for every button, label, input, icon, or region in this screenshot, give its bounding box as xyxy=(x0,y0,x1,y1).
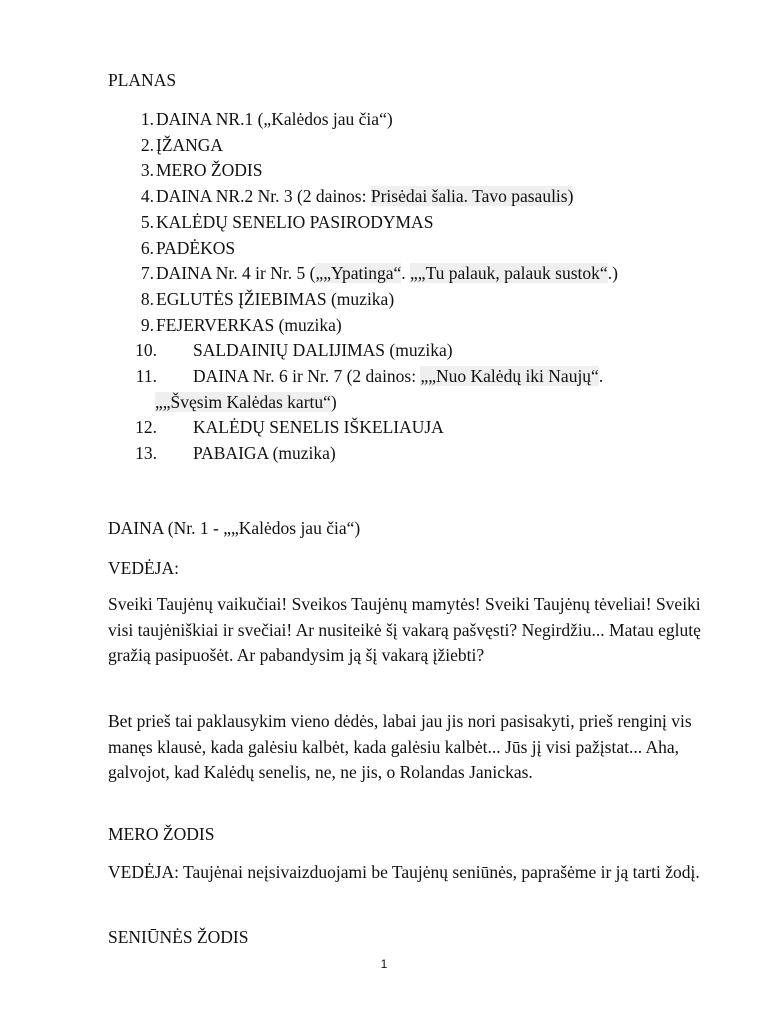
list-text xyxy=(156,184,573,210)
list-number: 7. xyxy=(140,263,154,284)
list-item xyxy=(108,261,728,287)
list-number: 5. xyxy=(140,211,154,232)
list-text-part: .) xyxy=(607,263,618,284)
section-heading: MERO ŽODIS xyxy=(108,824,215,844)
list-text: SALDAINIŲ DALIJIMAS (muzika) xyxy=(193,340,453,361)
list-text: EGLUTĖS ĮŽIEBIMAS (muzika) xyxy=(156,288,395,309)
list-item xyxy=(108,313,728,339)
list-text: ĮŽANGA xyxy=(156,134,224,155)
highlighted-song-titles: Prisėdai šalia. Tavo pasaulis) xyxy=(370,186,574,207)
list-number: 2. xyxy=(140,134,154,155)
list-text: FEJERVERKAS (muzika) xyxy=(156,314,342,335)
highlighted-song-title: „„Nuo Kalėdų iki Naujų“ xyxy=(420,366,599,387)
list-item xyxy=(108,210,728,236)
list-text-part: . xyxy=(598,366,604,387)
list-item xyxy=(108,236,728,262)
list-text: KALĖDŲ SENELIS IŠKELIAUJA xyxy=(193,417,444,438)
list-number: 13. xyxy=(135,443,157,464)
list-text-part: DAINA NR.2 Nr. 3 (2 dainos: xyxy=(156,186,371,207)
paragraph: Bet prieš tai paklausykim vieno dėdės, labai jau jis nori pasisakyti, prieš renginį vis manęs klausė, kada galėsiu kalbėt, kada galėsiu kalbėt... Jūs jį visi pažįstat... Aha, galvojot, kad Kalėdų senelis, ne, ne jis, o Rolandas Janickas. xyxy=(108,711,692,783)
list-item xyxy=(108,184,728,210)
list-item xyxy=(108,133,728,159)
list-text: PADĖKOS xyxy=(156,237,236,258)
list-text-part: . xyxy=(401,263,411,284)
paragraph: Sveiki Taujėnų vaikučiai! Sveikos Taujėnų mamytės! Sveiki Taujėnų tėveliai! Sveiki visi taujėniškiai ir svečiai! Ar nusiteikė šį vakarą pašvęsti? Negirdžiu... Matau eglutę gražią pasipuošėt. Ar pabandysim ją šį vakarą įžiebti? xyxy=(108,594,701,666)
list-text-part: DAINA Nr. 4 ir Nr. 5 ( xyxy=(156,263,316,284)
list-number: 4. xyxy=(140,186,154,207)
list-item xyxy=(108,158,728,184)
list-text-part: DAINA Nr. 6 ir Nr. 7 (2 dainos: xyxy=(193,366,421,387)
host-label: VEDĖJA: xyxy=(108,558,179,578)
list-item xyxy=(108,364,728,390)
list-text xyxy=(193,364,603,390)
list-number: 11. xyxy=(135,366,157,387)
list-item-continuation xyxy=(108,390,728,416)
list-item xyxy=(108,441,728,467)
list-item xyxy=(108,415,728,441)
list-text: PABAIGA (muzika) xyxy=(193,443,336,464)
plan-heading: PLANAS xyxy=(108,70,177,90)
list-number: 9. xyxy=(140,314,154,335)
list-text-part: ) xyxy=(330,391,337,412)
list-text: DAINA NR.1 („Kalėdos jau čia“) xyxy=(156,109,393,129)
list-item xyxy=(108,287,728,313)
section-heading: SENIŪNĖS ŽODIS xyxy=(108,927,249,947)
highlighted-song-title: „„Tu palauk, palauk sustok“ xyxy=(410,263,608,284)
plan-list xyxy=(108,107,728,467)
list-number: 3. xyxy=(140,160,154,181)
list-item xyxy=(108,338,728,364)
song-heading: DAINA (Nr. 1 - „„Kalėdos jau čia“) xyxy=(108,518,361,538)
list-number: 8. xyxy=(140,288,154,309)
list-number: 12. xyxy=(135,417,157,438)
highlighted-song-title: „„Švęsim Kalėdas kartu“ xyxy=(155,391,331,412)
list-text: KALĖDŲ SENELIO PASIRODYMAS xyxy=(156,211,434,232)
highlighted-song-title: „„Ypatinga“ xyxy=(315,263,402,284)
list-text xyxy=(156,261,618,287)
page-number: 1 xyxy=(380,957,388,971)
list-number: 6. xyxy=(140,237,154,258)
list-number: 1. xyxy=(140,109,154,129)
list-number: 10. xyxy=(135,340,157,361)
list-text: MERO ŽODIS xyxy=(156,160,263,181)
list-item xyxy=(108,107,728,133)
paragraph: VEDĖJA: Taujėnai neįsivaizduojami be Taujėnų seniūnės, paprašėme ir ją tarti žodį. xyxy=(108,862,700,882)
